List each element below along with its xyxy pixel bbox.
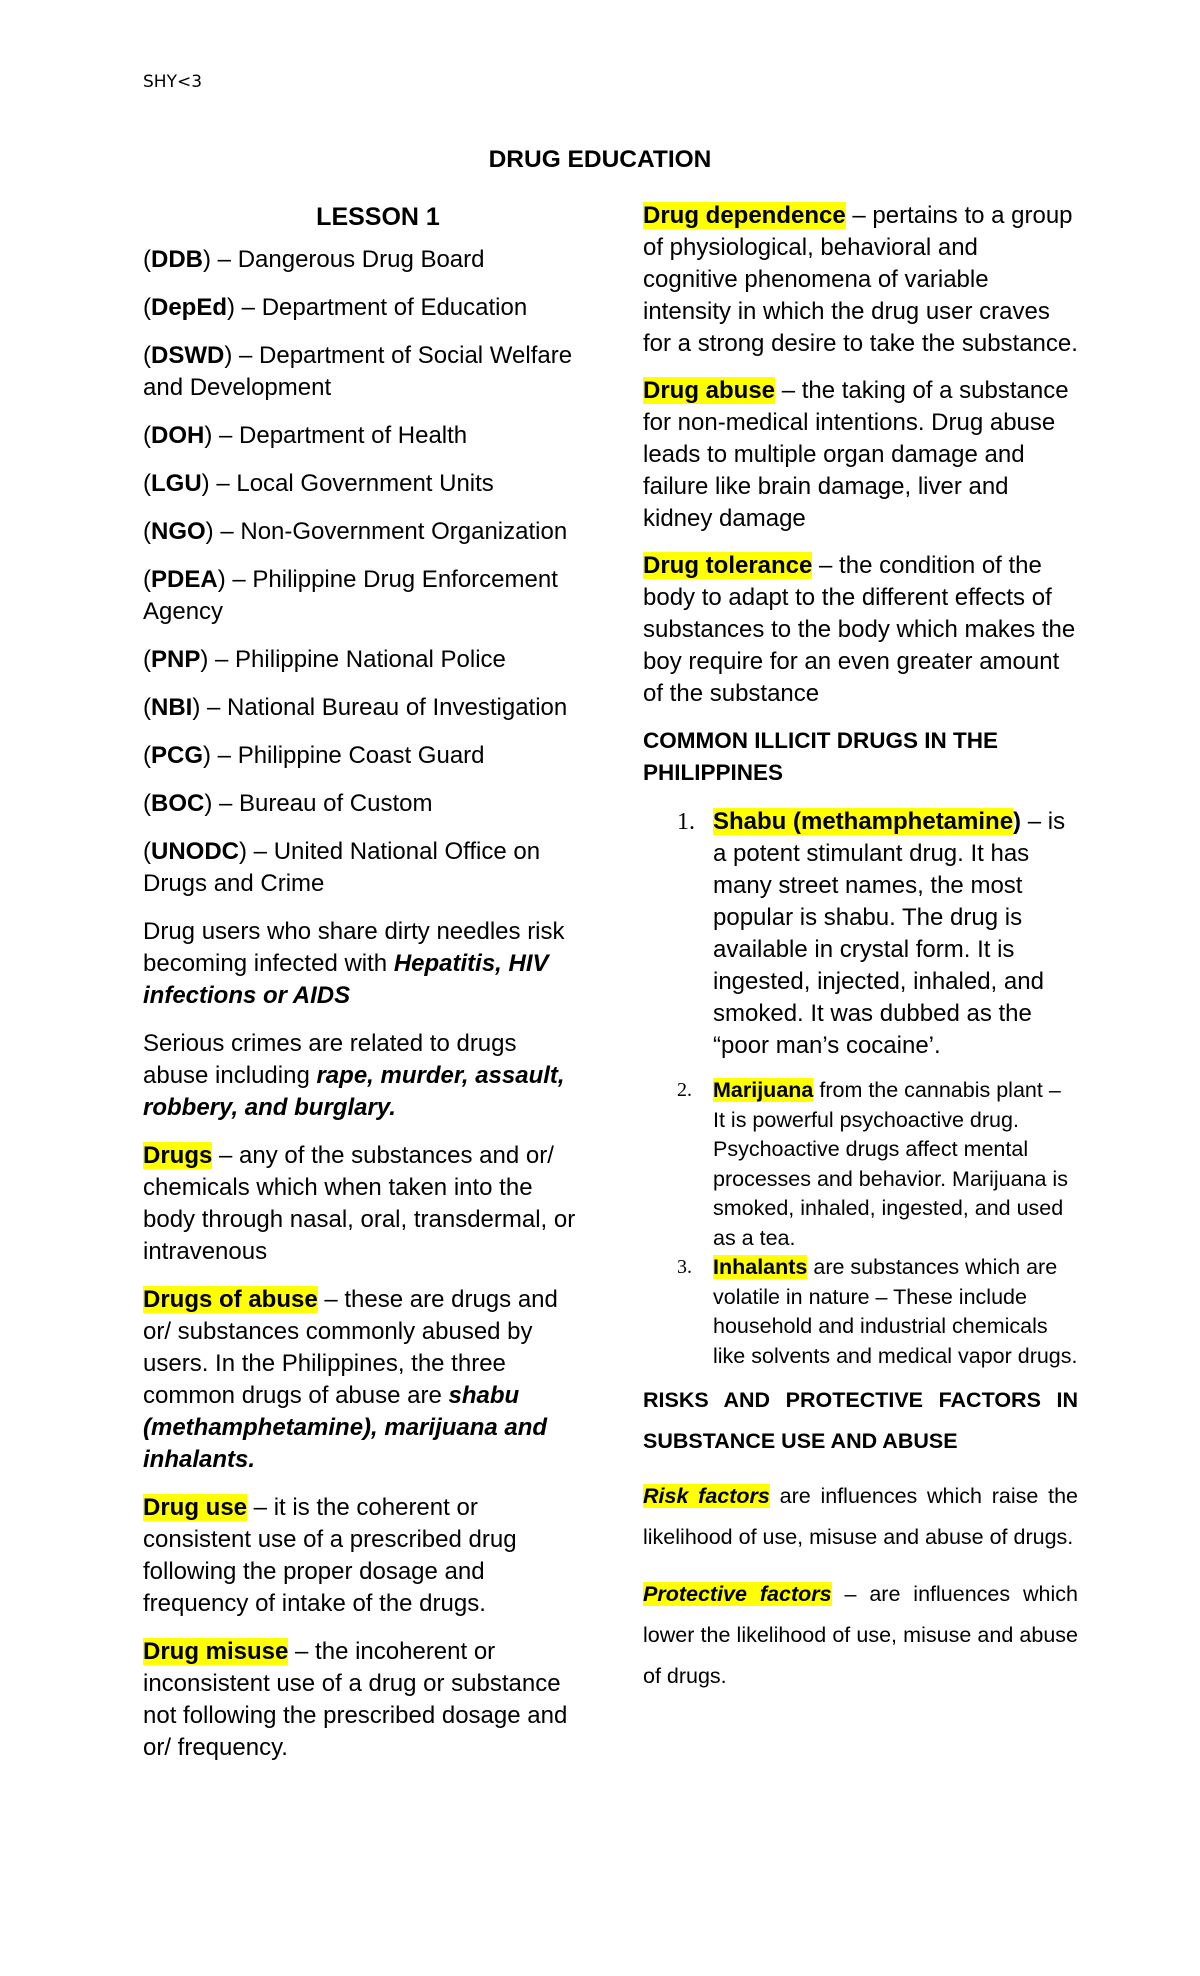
acronym-meaning: National Bureau of Investigation xyxy=(227,694,568,721)
list-number: 3. xyxy=(677,1256,692,1278)
acronym-entry: (NBI) – National Bureau of Investigation xyxy=(143,694,568,721)
drug-name: Inhalants xyxy=(713,1255,808,1279)
acronym-entry: (DOH) – Department of Health xyxy=(143,422,468,449)
acronym-entry: (LGU) – Local Government Units xyxy=(143,470,494,497)
definition-drugs-of-abuse xyxy=(143,1284,583,1476)
illicit-drugs-list xyxy=(643,806,1078,1371)
page-header-mark: SHY<3 xyxy=(143,72,203,92)
acronym-entry: (NGO) – Non-Government Organization xyxy=(143,518,568,545)
definition-drug-tolerance xyxy=(643,550,1078,710)
definition-drug-misuse xyxy=(143,1636,583,1764)
acronym-abbr: DDB xyxy=(151,246,203,273)
document-title: DRUG EDUCATION xyxy=(488,146,712,173)
needles-paragraph xyxy=(143,916,583,1012)
list-item xyxy=(643,1076,1078,1253)
risks-heading: RISKS AND PROTECTIVE FACTORS IN SUBSTANCE USE AND ABUSE xyxy=(643,1388,1078,1453)
acronym-abbr: NBI xyxy=(151,694,193,721)
acronym-entry: (DSWD) – Department of Social Welfare and Development xyxy=(143,342,573,401)
acronym-meaning: Department of Health xyxy=(239,422,468,449)
definition-text: – the condition of the body to adapt to the different effects of substances to the body which makes the boy require for an even greater amount of the substance xyxy=(643,552,1076,707)
acronym-abbr: UNODC xyxy=(151,838,239,865)
drug-description: are substances which are volatile in nature – These include household and industrial chemicals like solvents and medical vapor drugs. xyxy=(713,1255,1078,1368)
acronym-meaning: Philippine Drug Enforcement Agency xyxy=(143,566,558,625)
acronym-meaning: Bureau of Custom xyxy=(239,790,433,817)
definition-text: – the taking of a substance for non-medical intentions. Drug abuse leads to multiple organ damage and failure like brain damage, liver and kidney damage xyxy=(643,377,1069,532)
definition-drug-dependence xyxy=(643,200,1078,360)
definition-term: Drug misuse xyxy=(143,1638,289,1665)
drug-name: Marijuana xyxy=(713,1078,814,1102)
acronym-meaning: Local Government Units xyxy=(236,470,494,497)
drug-description: from the cannabis plant – It is powerful psychoactive drug. Psychoactive drugs affect mental processes and behavior. Marijuana is smoked, inhaled, ingested, and used as a tea. xyxy=(713,1078,1068,1250)
list-item xyxy=(643,1253,1078,1371)
definition-term: Drugs of abuse xyxy=(143,1286,318,1313)
acronym-entry: (PCG) – Philippine Coast Guard xyxy=(143,742,485,769)
acronym-meaning: Philippine Coast Guard xyxy=(237,742,485,769)
crimes-emphasis: rape, murder, assault, robbery, and burglary. xyxy=(143,1062,565,1121)
definition-text: – pertains to a group of physiological, behavioral and cognitive phenomena of variable intensity in which the drug user craves for a strong desire to take the substance. xyxy=(643,202,1078,357)
crimes-paragraph xyxy=(143,1028,583,1124)
acronym-entry: (DepEd) – Department of Education xyxy=(143,294,528,321)
definition-term: Drug abuse xyxy=(643,377,776,404)
definition-term: Drug dependence xyxy=(643,202,846,229)
illicit-drugs-heading: COMMON ILLICIT DRUGS IN THE PHILIPPINES xyxy=(643,728,998,785)
right-column xyxy=(643,200,1078,1697)
acronym-abbr: DOH xyxy=(151,422,205,449)
crimes-text: Serious crimes are related to drugs abuse including xyxy=(143,1030,517,1089)
definition-drug-abuse xyxy=(643,375,1078,535)
definition-term: Drug tolerance xyxy=(643,552,813,579)
acronym-meaning: Dangerous Drug Board xyxy=(237,246,485,273)
list-item xyxy=(643,806,1078,1062)
definition-drugs xyxy=(143,1140,583,1268)
definition-text: – any of the substances and or/ chemicals which when taken into the body through nasal, oral, transdermal, or intravenous xyxy=(143,1142,576,1265)
acronym-meaning: Non-Government Organization xyxy=(240,518,568,545)
risk-factors-paragraph xyxy=(643,1476,1078,1558)
definition-text: – the incoherent or inconsistent use of a drug or substance not following the prescribed dosage and or/ frequency. xyxy=(143,1638,568,1761)
acronym-entry: (DDB) – Dangerous Drug Board xyxy=(143,246,485,273)
left-column xyxy=(143,200,583,1780)
acronym-meaning: Philippine National Police xyxy=(235,646,506,673)
acronym-abbr: DSWD xyxy=(151,342,225,369)
acronym-abbr: PNP xyxy=(151,646,201,673)
acronym-entry: (PNP) – Philippine National Police xyxy=(143,646,506,673)
list-number: 2. xyxy=(677,1079,692,1101)
needles-emphasis: Hepatitis, HIV infections or AIDS xyxy=(143,950,549,1009)
definition-text: – these are drugs and or/ substances commonly abused by users. In the Philippines, the three common drugs of abuse are xyxy=(143,1286,558,1409)
factor-text: are influences which raise the likelihood of use, misuse and abuse of drugs. xyxy=(643,1484,1078,1549)
definition-term: Drugs xyxy=(143,1142,213,1169)
acronym-meaning: Department of Education xyxy=(261,294,528,321)
factor-term: Risk factors xyxy=(643,1484,770,1508)
acronym-abbr: BOC xyxy=(151,790,205,817)
drug-name: Shabu (methamphetamine xyxy=(713,808,1014,835)
acronym-abbr: LGU xyxy=(151,470,202,497)
acronym-abbr: NGO xyxy=(151,518,206,545)
definition-term: Drug use xyxy=(143,1494,248,1521)
factor-text: – are influences which lower the likelihood of use, misuse and abuse of drugs. xyxy=(643,1582,1078,1688)
list-number: 1. xyxy=(677,809,695,835)
protective-factors-paragraph xyxy=(643,1574,1078,1697)
definition-text: – it is the coherent or consistent use of a prescribed drug following the proper dosage and frequency of intake of the drugs. xyxy=(143,1494,517,1617)
acronym-entry: (UNODC) – United National Office on Drugs and Crime xyxy=(143,838,541,897)
definition-drug-use xyxy=(143,1492,583,1620)
acronym-entry: (PDEA) – Philippine Drug Enforcement Agency xyxy=(143,566,558,625)
drug-description: – is a potent stimulant drug. It has many street names, the most popular is shabu. The drug is available in crystal form. It is ingested, injected, inhaled, and smoked. It was dubbed as the “poor man’s cocaine’. xyxy=(713,808,1066,1059)
factor-term: Protective factors xyxy=(643,1582,832,1606)
lesson-heading: LESSON 1 xyxy=(316,203,440,231)
acronym-abbr: DepEd xyxy=(151,294,228,321)
acronym-abbr: PCG xyxy=(151,742,204,769)
acronym-meaning: United National Office on Drugs and Crime xyxy=(143,838,541,897)
acronym-meaning: Department of Social Welfare and Development xyxy=(143,342,573,401)
acronym-entry: (BOC) – Bureau of Custom xyxy=(143,790,433,817)
needles-text: Drug users who share dirty needles risk becoming infected with xyxy=(143,918,565,977)
definition-emphasis: shabu (methamphetamine), marijuana and inhalants. xyxy=(143,1382,548,1473)
drug-name-tail: ) xyxy=(1013,808,1022,835)
acronym-abbr: PDEA xyxy=(151,566,218,593)
